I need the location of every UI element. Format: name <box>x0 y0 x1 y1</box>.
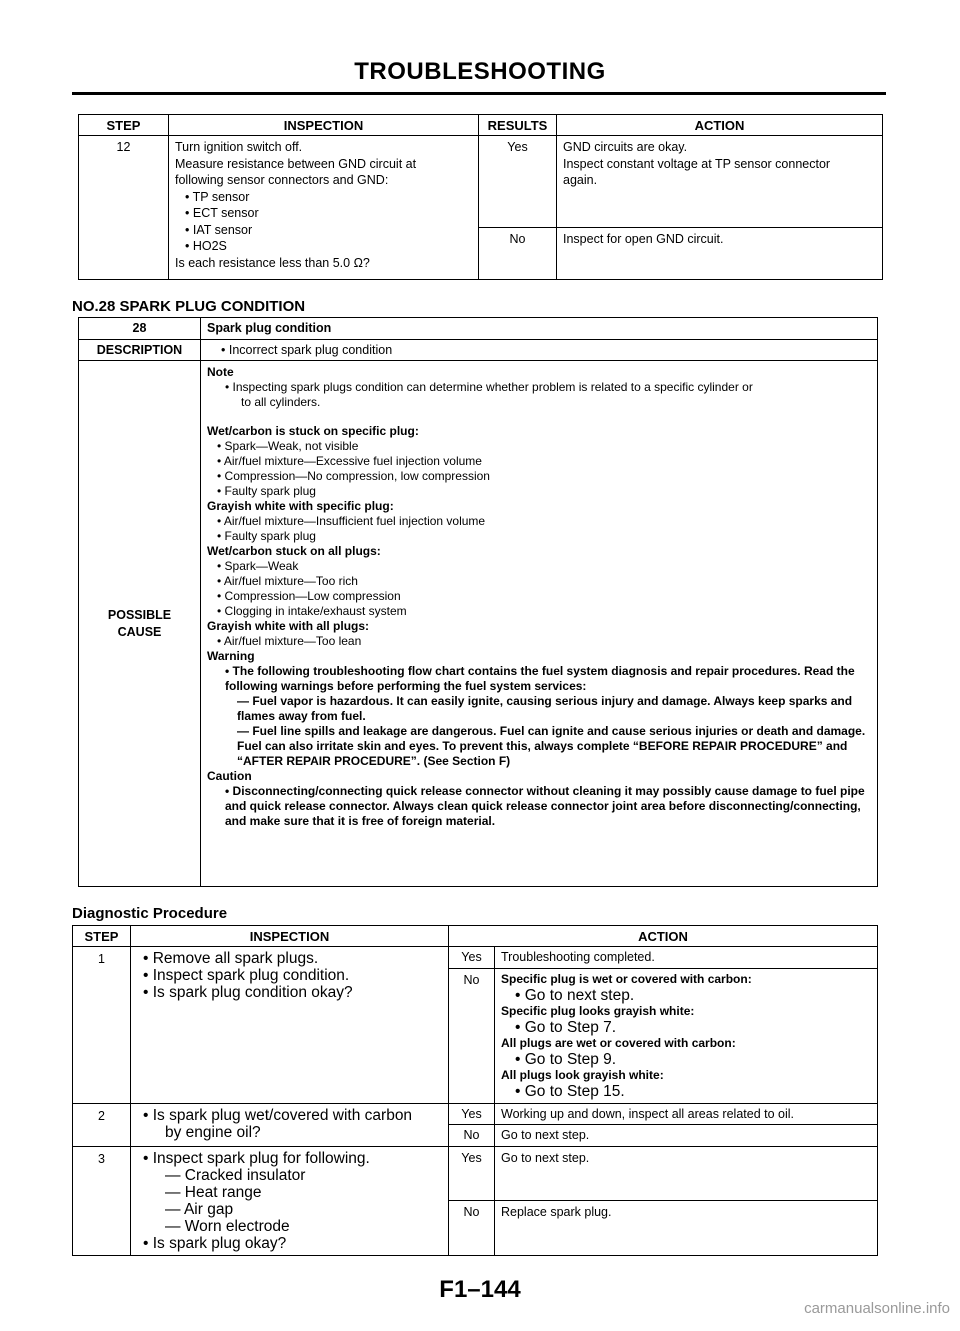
action-item: • Go to Step 7. <box>501 1019 871 1036</box>
col-step: STEP <box>73 926 131 947</box>
description-label: DESCRIPTION <box>79 339 201 361</box>
cause-item: • Compression—No compression, low compression <box>207 469 871 484</box>
cause-group-heading: Grayish white with all plugs: <box>207 619 370 633</box>
result-no: No <box>479 228 557 280</box>
result-yes: Yes <box>479 136 557 228</box>
inspection-item: • Inspect spark plug for following. <box>137 1150 442 1167</box>
result-yes: Yes <box>449 1146 495 1201</box>
inspection-item: • Is spark plug wet/covered with carbon <box>137 1107 442 1124</box>
result-no: No <box>449 1125 495 1147</box>
action-line: Inspect constant voltage at TP sensor connector <box>563 156 831 171</box>
col-inspection: INSPECTION <box>131 926 449 947</box>
cause-item: • Faulty spark plug <box>207 529 871 544</box>
step-number: 12 <box>79 136 169 280</box>
caution-text: • Disconnecting/connecting quick release connector without cleaning it may possibly cause damage to fuel pipe and quick release connector. Always clean quick release connector joint area before disconnecting/connecting, and make sure that it is free of foreign material. <box>207 784 871 829</box>
result-no: No <box>449 1201 495 1256</box>
description-item: • Incorrect spark plug condition <box>207 342 871 359</box>
cause-group-heading: Grayish white with specific plug: <box>207 499 394 513</box>
action-condition: Specific plug is wet or covered with carbon: <box>501 971 752 986</box>
inspection-cell <box>131 1103 449 1146</box>
action-condition: All plugs look grayish white: <box>501 1067 664 1082</box>
section-name: Spark plug condition <box>201 318 878 340</box>
action-yes: Go to next step. <box>495 1146 878 1201</box>
result-no: No <box>449 968 495 1103</box>
inspection-line: Turn ignition switch off. <box>175 140 303 154</box>
cause-item: • Spark—Weak, not visible <box>207 439 871 454</box>
action-condition: Specific plug looks grayish white: <box>501 1003 695 1018</box>
inspection-subitem: — Cracked insulator <box>165 1166 306 1184</box>
sensor-item: • ECT sensor <box>175 205 472 222</box>
warning-text: • The following troubleshooting flow chart contains the fuel system diagnosis and repair procedures. Read the following warnings before performing the fuel system services: <box>207 664 871 694</box>
action-line: again. <box>563 173 598 187</box>
warning-label: Warning <box>207 649 255 663</box>
inspection-cell <box>131 1146 449 1255</box>
cause-item: • Air/fuel mixture—Too lean <box>207 634 871 649</box>
col-inspection: INSPECTION <box>169 115 479 136</box>
sensor-item: • HO2S <box>175 238 472 255</box>
action-item: • Go to Step 9. <box>501 1051 871 1068</box>
action-line: GND circuits are okay. <box>563 140 688 154</box>
inspection-item: • Inspect spark plug condition. <box>137 967 442 984</box>
caution-label: Caution <box>207 769 252 783</box>
action-item: • Go to next step. <box>501 987 871 1004</box>
inspection-cell <box>169 136 479 280</box>
sensor-item: • TP sensor <box>175 189 472 206</box>
note-label: Note <box>207 365 234 379</box>
inspection-subitem: — Air gap <box>165 1200 234 1218</box>
possible-cause-label <box>79 361 201 887</box>
cause-item: • Air/fuel mixture—Too rich <box>207 574 871 589</box>
step-number: 1 <box>73 947 131 1104</box>
cause-item: • Faulty spark plug <box>207 484 871 499</box>
inspection-question: Is each resistance less than 5.0 Ω? <box>175 255 370 270</box>
action-no: Go to next step. <box>495 1125 878 1147</box>
cause-item: • Air/fuel mixture—Insufficient fuel injection volume <box>207 514 871 529</box>
page-title: TROUBLESHOOTING <box>354 58 606 85</box>
inspection-item: • Is spark plug condition okay? <box>137 984 442 1001</box>
inspection-line: following sensor connectors and GND: <box>175 173 389 187</box>
action-condition: All plugs are wet or covered with carbon: <box>501 1035 736 1050</box>
action-no: Replace spark plug. <box>495 1201 878 1256</box>
result-yes: Yes <box>449 947 495 969</box>
inspection-item: by engine oil? <box>165 1123 261 1141</box>
note-text: to all cylinders. <box>241 395 321 409</box>
action-yes: Troubleshooting completed. <box>495 947 878 969</box>
cause-label-line: CAUSE <box>117 624 162 639</box>
step12-table <box>78 114 883 280</box>
inspection-item: • Is spark plug okay? <box>137 1235 442 1252</box>
cause-item: • Air/fuel mixture—Excessive fuel injection volume <box>207 454 871 469</box>
step-number: 3 <box>73 1146 131 1255</box>
result-yes: Yes <box>449 1103 495 1125</box>
action-yes <box>557 136 883 228</box>
note-text: • Inspecting spark plugs condition can determine whether problem is related to a specific cylinder or <box>207 380 871 395</box>
cause-group-heading: Wet/carbon is stuck on specific plug: <box>207 424 419 438</box>
cause-item: • Compression—Low compression <box>207 589 871 604</box>
action-yes: Working up and down, inspect all areas related to oil. <box>495 1103 878 1125</box>
action-no <box>495 968 878 1103</box>
cause-item: • Spark—Weak <box>207 559 871 574</box>
action-no: Inspect for open GND circuit. <box>557 228 883 280</box>
spark-plug-table <box>78 317 878 887</box>
title-rule <box>72 92 886 95</box>
col-step: STEP <box>79 115 169 136</box>
description-value <box>201 339 878 361</box>
action-item: • Go to Step 15. <box>501 1083 871 1100</box>
possible-cause-body <box>201 361 878 887</box>
page-number: F1–144 <box>439 1276 521 1303</box>
diagnostic-table <box>72 925 878 1256</box>
col-results: RESULTS <box>479 115 557 136</box>
footer-watermark: carmanualsonline.info <box>804 1300 950 1317</box>
col-action: ACTION <box>449 926 878 947</box>
inspection-line: Measure resistance between GND circuit at <box>175 156 417 171</box>
inspection-item: • Remove all spark plugs. <box>137 950 442 967</box>
warning-text: — Fuel vapor is hazardous. It can easily ignite, causing serious injury and damage. Always keep sparks and flames away from fuel. <box>237 694 853 723</box>
section-heading: NO.28 SPARK PLUG CONDITION <box>72 298 306 315</box>
cause-group-heading: Wet/carbon stuck on all plugs: <box>207 544 381 558</box>
step-number: 2 <box>73 1103 131 1146</box>
col-action: ACTION <box>557 115 883 136</box>
inspection-subitem: — Worn electrode <box>165 1217 290 1235</box>
sensor-item: • IAT sensor <box>175 222 472 239</box>
inspection-cell <box>131 947 449 1104</box>
cause-label-line: POSSIBLE <box>107 608 172 622</box>
section-number: 28 <box>79 318 201 340</box>
cause-item: • Clogging in intake/exhaust system <box>207 604 871 619</box>
diagnostic-heading: Diagnostic Procedure <box>72 905 228 922</box>
inspection-subitem: — Heat range <box>165 1183 262 1201</box>
warning-text: — Fuel line spills and leakage are dangerous. Fuel can ignite and cause serious injuries or death and damage. Fuel can also irritate skin and eyes. To prevent this, always complete “BEFORE REPAIR PROCEDURE” and “AFTER REPAIR PROCEDURE”. (See Section F) <box>237 724 866 768</box>
